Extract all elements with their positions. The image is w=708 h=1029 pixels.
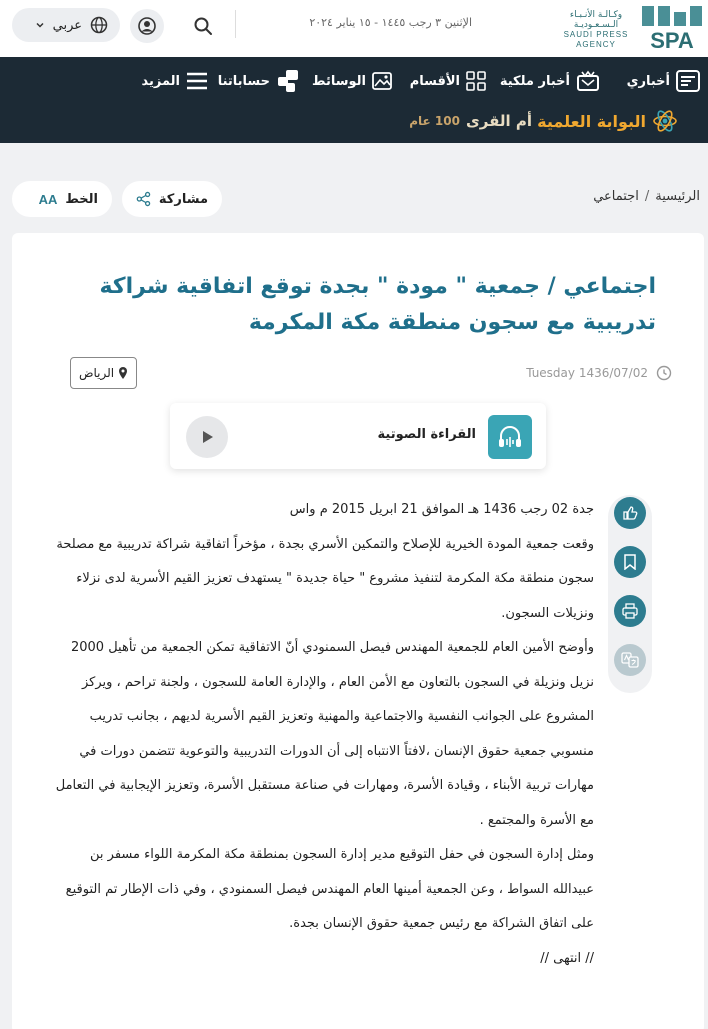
article-toolbar <box>0 181 708 217</box>
article-date <box>526 365 672 381</box>
logo-en-line2: AGENCY <box>576 40 616 49</box>
breadcrumb <box>593 189 700 204</box>
logo-text <box>556 10 636 50</box>
umm-alqura-link[interactable] <box>409 107 532 135</box>
article-body <box>54 493 594 976</box>
nav-item-sections[interactable] <box>410 69 486 93</box>
search-button[interactable] <box>186 9 220 43</box>
nav-item-my-news[interactable] <box>627 69 700 93</box>
article-card <box>12 233 704 1029</box>
headphones-icon <box>488 415 532 459</box>
crown-icon <box>576 70 600 92</box>
article-title: اجتماعي / جمعية " مودة " بجدة توقع اتفاقية شراكة تدريبية مع سجون منطقة مكة المكرمة <box>99 274 656 335</box>
breadcrumb-home[interactable]: الرئيسية <box>655 189 700 204</box>
bookmark-icon <box>623 554 637 570</box>
audio-player <box>170 403 546 469</box>
article-paragraph: جدة 02 رجب 1436 هـ الموافق 21 ابريل 2015 م واس <box>289 502 594 517</box>
header-divider <box>235 10 236 38</box>
print-icon <box>622 603 638 619</box>
translate-icon <box>621 652 639 668</box>
clock-icon <box>656 365 672 381</box>
user-icon <box>138 17 156 35</box>
share-label: مشاركة <box>158 191 208 207</box>
current-date: الإثنين ٣ رجب ١٤٤٥ - ١٥ يناير ٢٠٢٤ <box>309 16 472 29</box>
nav-item-accounts[interactable] <box>218 69 300 93</box>
grid-icon <box>466 71 486 91</box>
play-button[interactable] <box>186 416 228 458</box>
logo-ar-line1: وكـالـة الأنـبـاء <box>569 10 623 20</box>
location-badge <box>70 357 137 389</box>
menu-icon <box>186 72 208 90</box>
article-paragraph: ومثل إدارة السجون في حفل التوقيع مدير إدارة السجون بمنطقة مكة المكرمة اللواء مسفر بن عبيدالله السواط ، وعن الجمعية أمينها العام المهندس فيصل السمنودي ، وفي ذات الإطار تم التوقيع على اتفاق الشراكة مع رئيس جمعية حقوق الإنسان بجدة. <box>65 847 594 931</box>
spa-logo[interactable] <box>563 4 704 52</box>
location-pin-icon <box>118 366 128 380</box>
nav-label: حساباتنا <box>217 73 270 89</box>
article-paragraph: // انتهى // <box>540 950 594 966</box>
font-size-icon: AA <box>38 191 58 207</box>
logo-mark-text: SPA <box>650 28 694 52</box>
logo-en-line1: SAUDI PRESS <box>563 30 629 39</box>
nav-label: المزيد <box>141 73 180 89</box>
breadcrumb-separator: / <box>644 189 650 204</box>
user-button[interactable] <box>130 9 164 43</box>
nav-item-media[interactable] <box>312 69 392 93</box>
nav-label: الأقسام <box>409 73 460 89</box>
play-icon <box>199 429 215 445</box>
science-portal-label: البوابة العلمية <box>537 111 646 131</box>
print-button[interactable] <box>614 595 646 627</box>
news-icon <box>676 70 700 92</box>
logo-ar-line2: الـسـعـوديـة <box>573 20 619 30</box>
accounts-icon <box>276 69 300 93</box>
article-date-text: Tuesday 1436/07/02 <box>526 366 648 380</box>
font-size-button[interactable] <box>12 181 112 217</box>
article-paragraph: وقعت جمعية المودة الخيرية للإصلاح والتمكين الأسري بجدة ، مؤخراً اتفاقية شراكة تدريبية مع مصلحة سجون منطقة مكة المكرمة لتنفيذ مشروع " حياة جديدة " يستهدف تعزيز القيم الأسرية لدى نزلاء ونزيلات السجون. <box>56 536 594 621</box>
nav-item-more[interactable] <box>141 69 208 93</box>
breadcrumb-current[interactable]: اجتماعي <box>593 189 639 204</box>
bookmark-button[interactable] <box>614 546 646 578</box>
share-icon <box>136 190 151 208</box>
globe-icon <box>90 16 108 34</box>
image-icon <box>372 72 392 90</box>
nav-item-royal-news[interactable] <box>500 69 600 93</box>
umm-alqura-label: أم القرى <box>465 112 532 130</box>
like-button[interactable] <box>614 497 646 529</box>
audio-label: القراءة الصوتية <box>377 427 476 442</box>
science-portal-link[interactable] <box>537 107 678 135</box>
font-label: الخط <box>65 191 98 207</box>
side-actions <box>608 495 652 693</box>
nav-label: أخباري <box>626 73 670 89</box>
language-selector[interactable] <box>12 8 120 42</box>
main-nav <box>0 57 708 143</box>
nav-label: الوسائط <box>312 73 366 89</box>
translate-button[interactable] <box>614 644 646 676</box>
article-paragraph: وأوضح الأمين العام للجمعية المهندس فيصل السمنودي أنّ الاتفاقية تمكن الجمعية من تأهيل 2000 نزيل ونزيلة في السجون بالتعاون مع الأمن العام ، والإدارة العامة للسجون ، ولجنة تراحم ، ويركز المشروع على الجوانب النفسية والاجتماعية والمهنية وتعزيز القيم الأسرية لديهم ، بجانب تدريب منسوبي جمعية حقوق الإنسان ،لافتاً الانتباه إلى أن الدورات التدريبية والتوعوية تتضمن دورات في مهارات تربية الأبناء ، وقيادة الأسرة، ومهارات في صناعة مستقبل الأسرة، وتعزيز الإيجابية في التعامل مع الأسرة والمجتمع . <box>55 640 594 828</box>
spa-logo-icon <box>640 4 704 52</box>
location-label: الرياض <box>79 366 115 380</box>
share-button[interactable] <box>122 181 222 217</box>
search-icon <box>193 16 213 36</box>
nav-label: أخبار ملكية <box>499 73 570 89</box>
like-icon <box>622 505 638 521</box>
atom-icon <box>652 108 678 134</box>
chevron-down-icon <box>35 20 45 30</box>
language-label: عربي <box>52 17 82 33</box>
umm-alqura-badge: 100 عام <box>409 114 460 128</box>
top-bar <box>0 0 708 57</box>
